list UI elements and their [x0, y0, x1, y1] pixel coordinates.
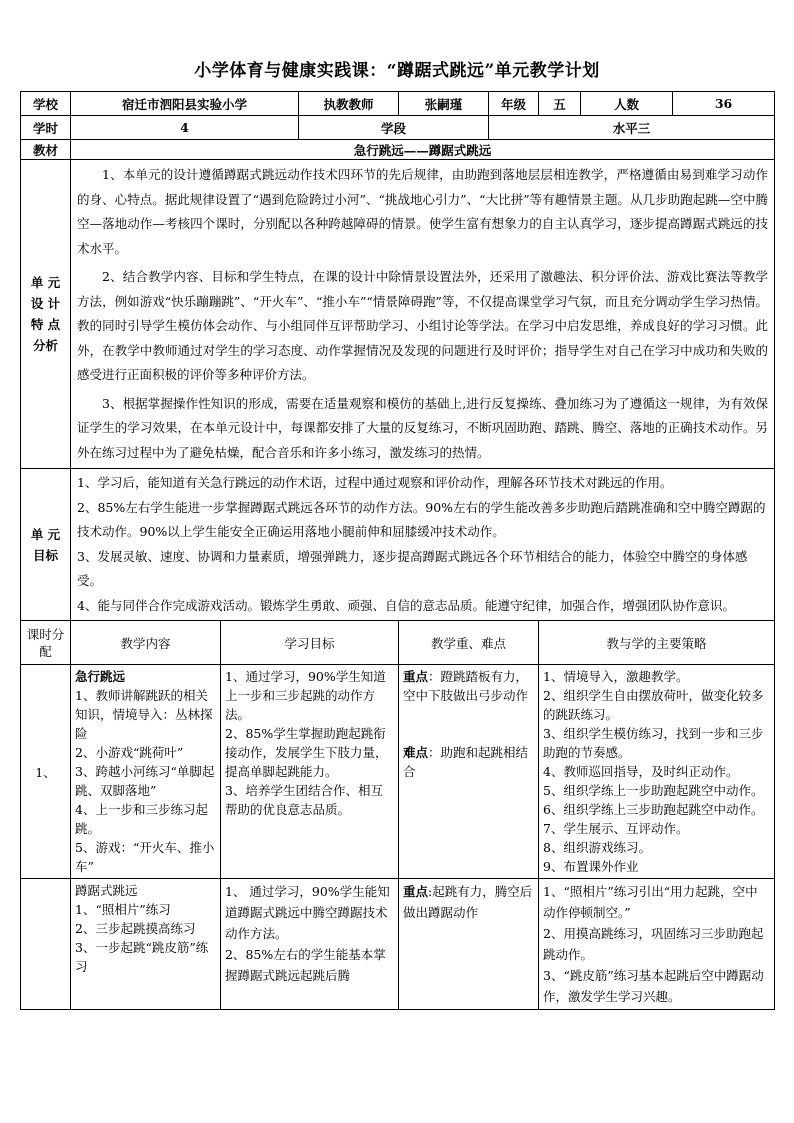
page-title: 小学体育与健康实践课：“蹲踞式跳远”单元教学计划 [194, 61, 600, 81]
hours-label: 学时 [21, 116, 71, 140]
lesson-keypoints: 重点：蹬跳踏板有力，空中下肢做出弓步动作 难点：助跑和起跳相结合 [399, 665, 539, 879]
lesson-goals: 1、 通过学习，90%学生能知道蹲踞式跳远中腾空蹲踞技术动作方法。 2、85%左右的学生能基本掌握蹲踞式跳远起跳后腾 [221, 879, 399, 1010]
goal-line: 1、学习后，能知道有关急行跳远的动作术语，过程中通过观察和评价动作，理解各环节技术对跳远的作用。 [77, 475, 673, 490]
lesson-content: 蹲踞式跳远 1、“照相片”练习 2、三步起跳摸高练习 3、一步起跳“跳皮筋”练习 [71, 879, 221, 1010]
school-value: 宿迁市泗阳县实验小学 [71, 92, 299, 116]
teacher-value: 张嗣瑾 [399, 92, 489, 116]
count-label: 人数 [581, 92, 673, 116]
schedule-row-2 [21, 879, 775, 1010]
stage-value: 水平三 [489, 116, 775, 140]
lesson-goals: 1、通过学习，90%学生知道上一步和三步起跳的动作方法。 2、85%学生掌握助跑起跳衔接动作，发展学生下肢力量，提高单脚起跳能力。 3、培养学生团结合作、相互帮助的优良意志品质。 [221, 665, 399, 879]
plan-table [20, 91, 775, 1010]
info-row-3 [21, 140, 775, 160]
info-row-1 [21, 92, 775, 116]
design-content [71, 160, 775, 469]
goal-line: 3、发展灵敏、速度、协调和力量素质，增强弹跳力，逐步提高蹲踞式跳远各个环节相结合的能力，体验空中腾空的身体感受。 [77, 548, 748, 588]
header-lesson: 课时分配 [21, 621, 71, 665]
header-goals: 学习目标 [221, 621, 399, 665]
schedule-header-row [21, 621, 775, 665]
lesson-content: 急行跳远 1、教师讲解跳跃的相关知识，情境导入：丛林探险 2、小游戏“跳荷叶” 3、跨越小河练习“单脚起跳、双脚落地” 4、上一步和三步练习起跳。 5、游戏：“开火车、推小车” [71, 665, 221, 879]
design-paragraph: 3、根据掌握操作性知识的形成，需要在适量观察和模仿的基础上,进行反复操练、叠加练习为了遵循这一规律，为有效保证学生的学习效果，在本单元设计中，每课都安排了大量的反复练习，不断巩固助跑、踏跳、腾空、落地的正确技术动作。另外在练习过程中为了避免枯燥，配合音乐和许多小练习，激发练习的热情。 [77, 395, 769, 460]
school-label: 学校 [21, 92, 71, 116]
grade-value: 五 [539, 92, 581, 116]
goal-line: 2、85%左右学生能进一步掌握蹲踞式跳远各环节的动作方法。90%左右的学生能改善多步助跑后踏跳准确和空中腾空蹲踞的技术动作。90%以上学生能安全正确运用落地小腿前伸和屈膝缓冲技术动作。 [77, 499, 766, 539]
lesson-number [21, 879, 71, 1010]
design-paragraph: 2、结合教学内容、目标和学生特点，在课的设计中除情景设置法外，还采用了激趣法、积分评价法、游戏比赛法等教学方法，例如游戏“快乐蹦蹦跳”、“开火车”、“推小车”“情景障碍跑”等，不仅提高课堂学习气氛，而且充分调动学生学习热情。教的同时引导学生模仿体会动作、与小组同伴互评帮助学习、小组讨论等学法。在学习中启发思维，养成良好的学习习惯。此外，在教学中教师通过对学生的学习态度、动作掌握情况及发现的问题进行及时评价；指导学生对自己在学习中成功和失败的感受进行正面积极的评价等多种评价方法。 [77, 269, 769, 382]
lesson-keypoints: 重点:起跳有力，腾空后做出蹲踞动作 [399, 879, 539, 1010]
design-row [21, 160, 775, 469]
grade-label: 年级 [489, 92, 539, 116]
lesson-number: 1、 [21, 665, 71, 879]
design-label: 单 元 设 计 特 点 分析 [21, 160, 71, 469]
header-strategies: 教与学的主要策略 [539, 621, 775, 665]
header-content: 教学内容 [71, 621, 221, 665]
hours-value: 4 [71, 116, 299, 140]
goals-row [21, 469, 775, 621]
material-value: 急行跳远——蹲踞式跳远 [71, 140, 775, 160]
goal-line: 4、能与同伴合作完成游戏活动。锻炼学生勇敢、顽强、自信的意志品质。能遵守纪律，加强合作，增强团队协作意识。 [77, 597, 735, 613]
count-value: 36 [673, 92, 775, 116]
schedule-row-1 [21, 665, 775, 879]
goals-label: 单 元 目标 [21, 469, 71, 621]
info-row-2 [21, 116, 775, 140]
goals-content [71, 469, 775, 621]
stage-label: 学段 [299, 116, 489, 140]
design-paragraph: 1、本单元的设计遵循蹲踞式跳远动作技术四环节的先后规律，由助跑到落地层层相连教学，严格遵循由易到难学习动作的身、心特点。据此规律设置了“遇到危险跨过小河”、“挑战地心引力”、“大比拼”等有趣情景主题。从几步助跑起跳—空中腾空—落地动作—考核四个课时，分别配以各种跨越障碍的情景。使学生富有想象力的自主认真学习，逐步提高蹲踞式跳远的技术水平。 [77, 167, 769, 256]
teacher-label: 执教教师 [299, 92, 399, 116]
lesson-strategies: 1、情境导入，激趣教学。 2、组织学生自由摆放荷叶，做变化较多的跳跃练习。 3、组织学生模仿练习，找到一步和三步助跑的节奏感。 4、教师巡回指导，及时纠正动作。 5、组织学练上一步助跑起跳空中动作。 6、组织学练上三步助跑起跳空中动作。 7、学生展示、互评动作。 8、组织游戏练习。 9、布置课外作业 [539, 665, 775, 879]
lesson-strategies: 1、“照相片”练习引出“用力起跳，空中动作停顿制空。” 2、用摸高跳练习，巩固练习三步助跑起跳动作。 3、“跳皮筋”练习基本起跳后空中蹲踞动作，激发学生学习兴趣。 [539, 879, 775, 1010]
material-label: 教材 [21, 140, 71, 160]
header-keypoints: 教学重、难点 [399, 621, 539, 665]
